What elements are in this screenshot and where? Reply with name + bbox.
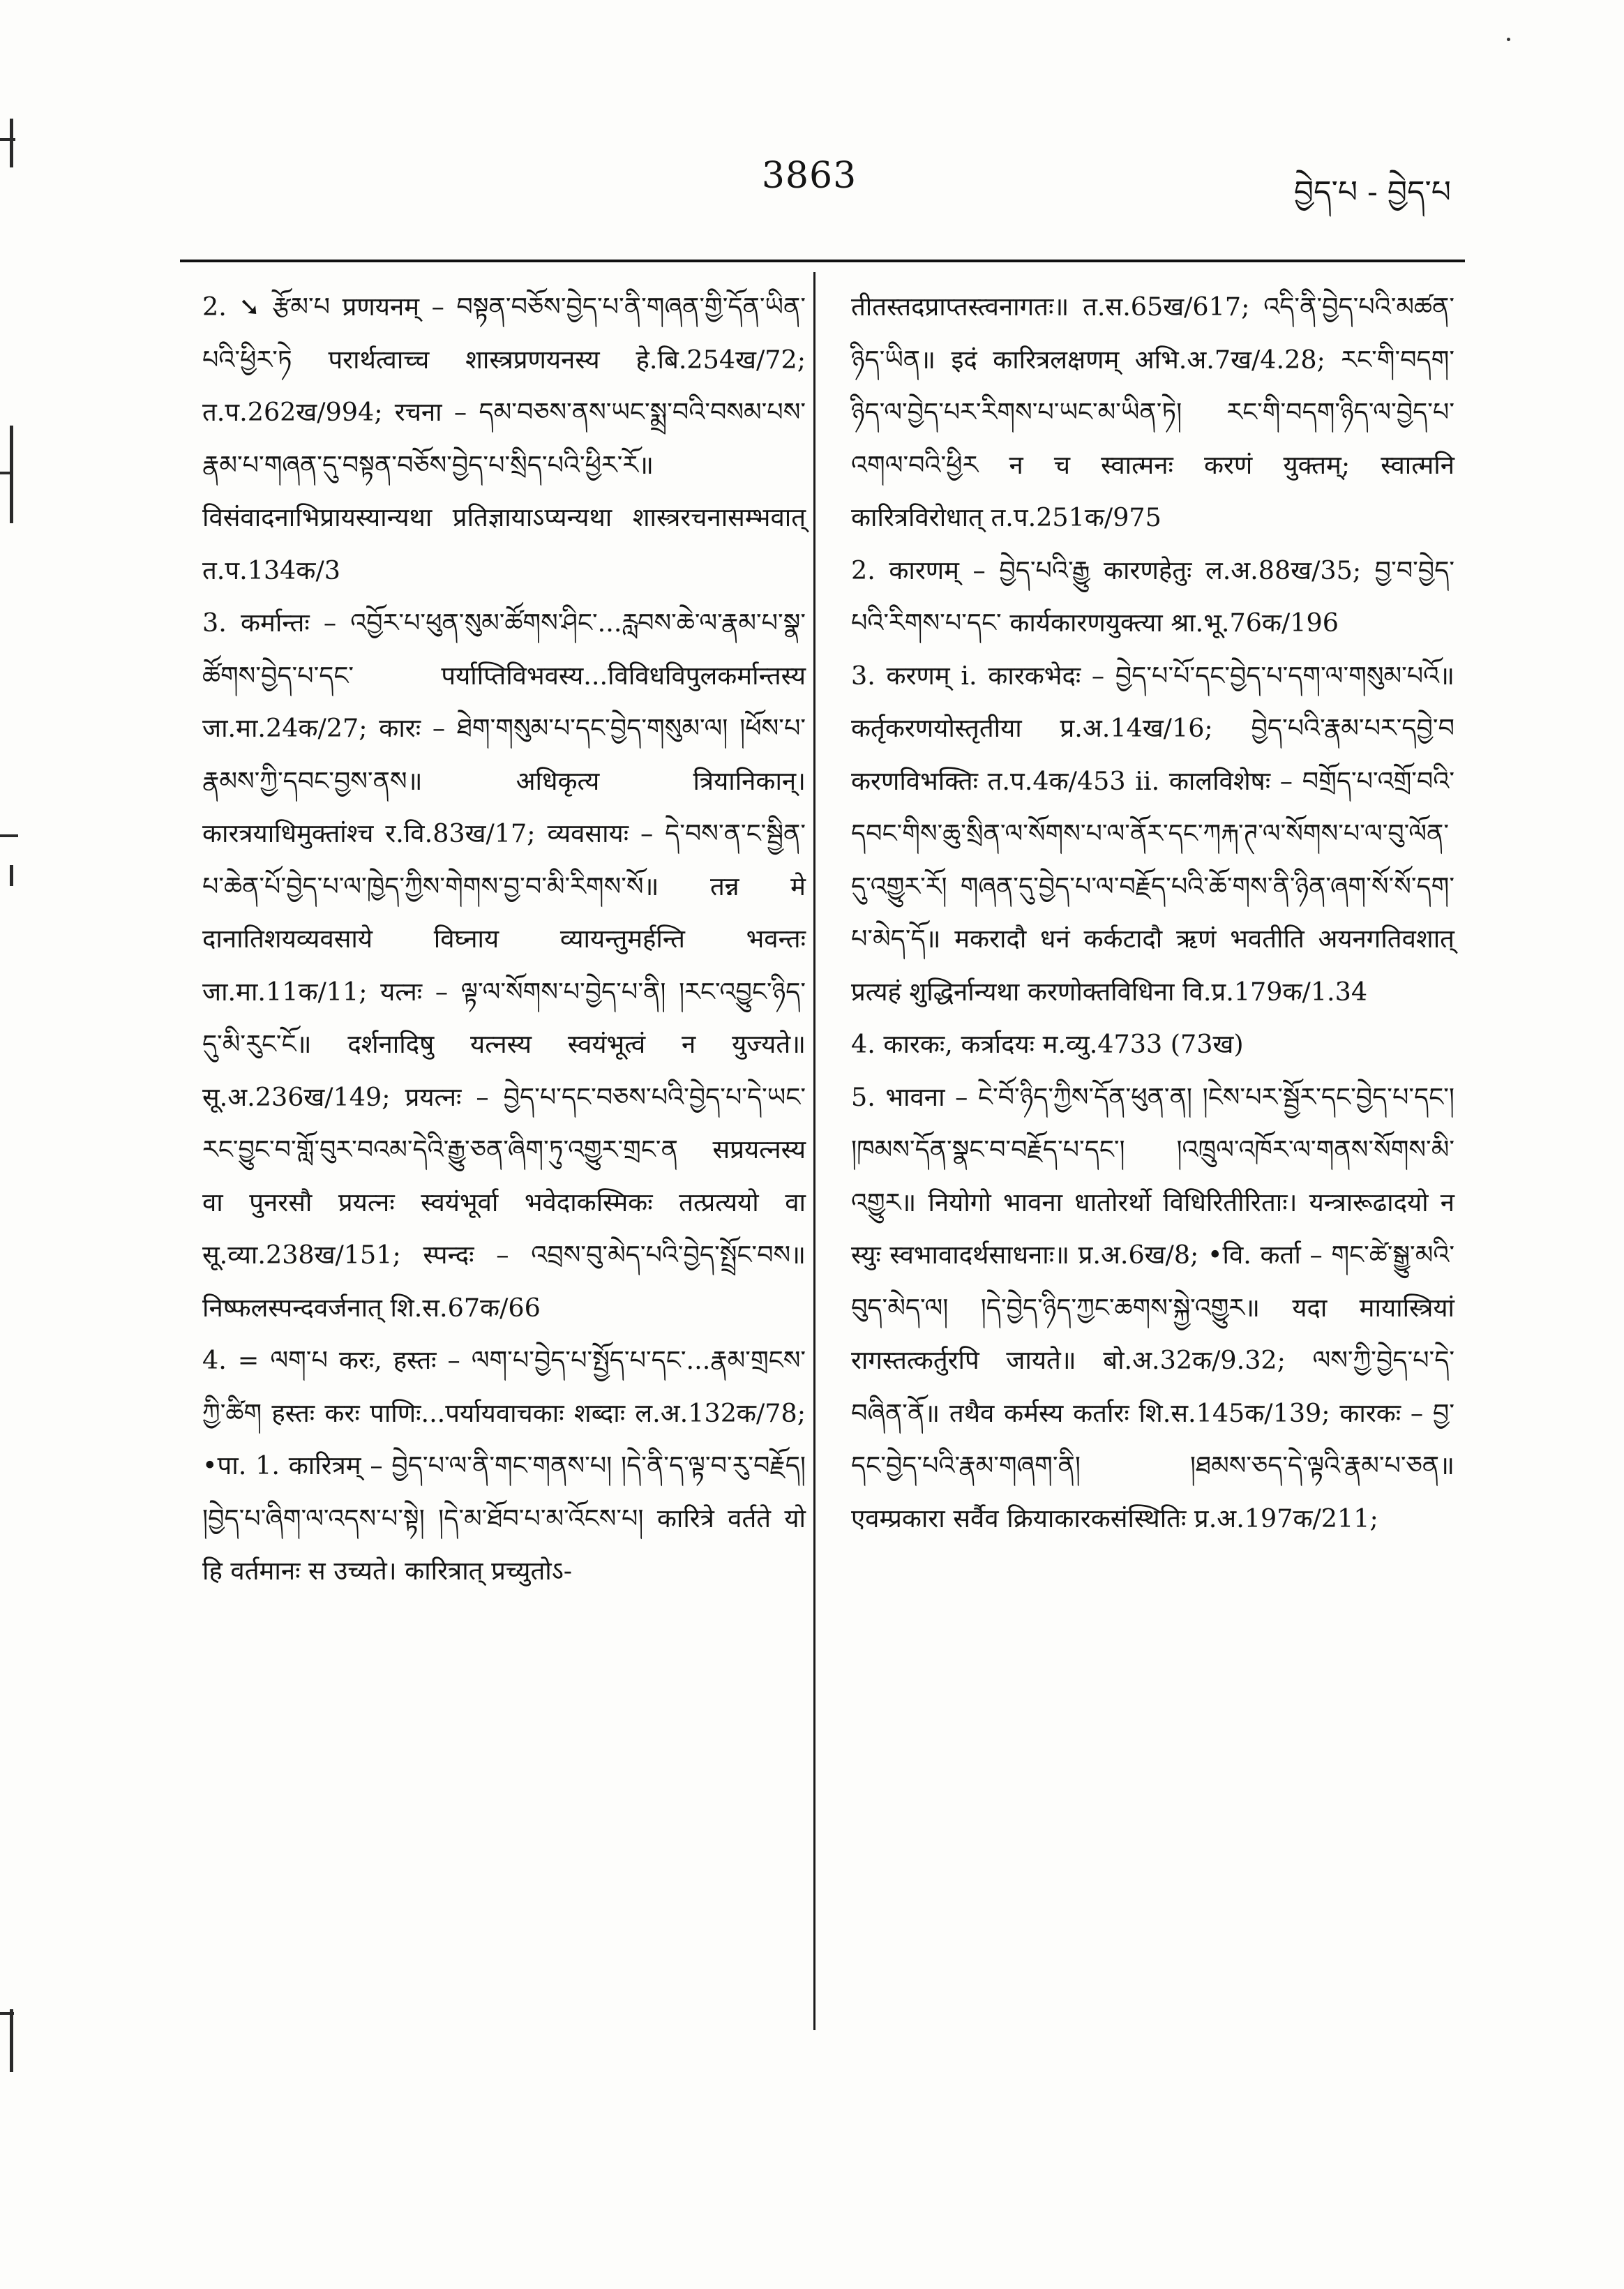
entry-paragraph: 2. कारणम् – བྱེད་པའི་རྒྱུ कारणहेतुः ल.अ.88ख/35; བྱ་བ་བྱེད་པའི་རིགས་པ་དང་ कार्यकारणयुक्त्या श्रा.भू.76क/196 xyxy=(851,555,1454,638)
scan-edge-mark xyxy=(10,119,13,167)
scan-edge-mark xyxy=(0,834,18,837)
entry-paragraph: 2. ➘ རྩོམ་པ प्रणयनम् – བསྟན་བཅོས་བྱེད་པ་ནི་གཞན་གྱི་དོན་ཡིན་པའི་ཕྱིར་ཏེ परार्थत्वाच्च शास्त्रप्रणयनस्य हे.बि.254ख/72; त.प.262ख/994; रचना – དམ་བཅས་ནས་ཡང་སྨྲ་བའི་བསམ་པས་རྣམ་པ་གཞན་དུ་བསྟན་བཅོས་བྱེད་པ་སྲིད་པའི་ཕྱིར་རོ॥ विसंवादनाभिप्रायस्यान्यथा प्रतिज्ञायाऽप्यन्यथा शास्त्ररचनासम्भवात् त.प.134क/3 xyxy=(202,292,806,585)
column-divider xyxy=(813,272,815,2030)
running-head: བྱེད་པ - བྱེད་པ xyxy=(1293,174,1451,210)
scan-edge-mark xyxy=(0,138,15,141)
scan-edge-mark xyxy=(0,472,13,474)
header-rule xyxy=(180,260,1465,262)
entry-paragraph: 4. कारकः, कर्त्रादयः म.व्यु.4733 (73ख) xyxy=(851,1029,1244,1059)
scan-edge-mark xyxy=(10,426,13,523)
page-number: 3863 xyxy=(761,155,857,197)
left-column xyxy=(202,280,806,1598)
entry-paragraph: 4. = ལག་པ करः, हस्तः – ལག་པ་བྱེད་པ་སྤྱོད་པ་དང་...རྣམ་གྲངས་ཀྱི་ཚིག हस्तः करः पाणिः...पर्यायवाचकाः शब्दाः ल.अ.132क/78; •पा. 1. कारित्रम् – བྱེད་པ་ལ་ནི་གང་གནས་པ། །དེ་ནི་ད་ལྟ་བ་རུ་བརྗོད། །བྱེད་པ་ཞིག་ལ་འདས་པ་སྟེ། །དེ་མ་ཐོབ་པ་མ་འོངས་པ། कारित्रे वर्तते यो हि वर्तमानः स उच्यते। कारित्रात् प्रच्युतोऽ- xyxy=(202,1345,806,1586)
entry-paragraph: तीतस्तदप्राप्तस्त्वनागतः॥ त.स.65ख/617; འདི་ནི་བྱེད་པའི་མཚན་ཉིད་ཡིན॥ इदं कारित्रलक्षणम् अभि.अ.7ख/4.28; རང་གི་བདག་ཉིད་ལ་བྱེད་པར་རིགས་པ་ཡང་མ་ཡིན་ཏེ། རང་གི་བདག་ཉིད་ལ་བྱེད་པ་འགལ་བའི་ཕྱིར न च स्वात्मनः करणं युक्तम्; स्वात्मनि कारित्रविरोधात् त.प.251क/975 xyxy=(851,292,1454,532)
entry-paragraph: 5. भावना – ངེ་བོ་ཉིད་ཀྱིས་དོན་ཕུན་ན། །ངེས་པར་སྦྱོར་དང་བྱེད་པ་དང་། །ཁམས་དོན་སྣང་བ་བརྗོད་པ་དང་། །འཁྲུལ་འཁོར་ལ་གནས་སོགས་མི་འགྱུར॥ नियोगो भावना धातोरर्थो विधिरितीरिताः। यन्त्रारूढादयो न स्युः स्वभावादर्थसाधनाः॥ प्र.अ.6ख/8; •वि. कर्ता – གང་ཚེ་སྒྱུ་མའི་བུད་མེད་ལ། །དེ་བྱེད་ཉིད་ཀྱང་ཆགས་སྐྱེ་འགྱུར॥ यदा मायास्त्रियां रागस्तत्कर्तुरपि जायते॥ बो.अ.32क/9.32; ལས་ཀྱི་བྱེད་པ་དེ་བཞིན་ནོ॥ तथैव कर्मस्य कर्तारः शि.स.145क/139; कारकः – བྱ་དང་བྱེད་པའི་རྣམ་གཞག་ནི། །ཐམས་ཅད་དེ་ལྟའི་རྣམ་པ་ཅན॥ एवम्प्रकारा सर्वैव क्रियाकारकसंस्थितिः प्र.अ.197क/211; xyxy=(851,1081,1454,1533)
scan-edge-mark xyxy=(0,2012,14,2015)
entry-paragraph: 3. करणम् i. कारकभेदः – བྱེད་པ་པོ་དང་བྱེད་པ་དག་ལ་གསུམ་པའོ॥ कर्तृकरणयोस्तृतीया प्र.अ.14ख/16; བྱེད་པའི་རྣམ་པར་དབྱེ་བ करणविभक्तिः त.प.4क/453 ii. कालविशेषः – བགྲོད་པ་འགྲོ་བའི་དབང་གིས་ཆུ་སྲིན་ལ་སོགས་པ་ལ་ནོར་དང་ཀརྐ་ཊ་ལ་སོགས་པ་ལ་བུ་ལོན་དུ་འགྱུར་རོ། གཞན་དུ་བྱེད་པ་ལ་བརྗོད་པའི་ཆོ་གས་ནི་ཉིན་ཞག་སོ་སོ་དག་པ་མེད་དོ॥ मकरादौ धनं कर्कटादौ ऋणं भवतीति अयनगतिवशात् प्रत्यहं शुद्धिर्नान्यथा करणोक्तविधिना वि.प्र.179क/1.34 xyxy=(851,660,1454,1007)
scan-edge-mark xyxy=(10,865,13,886)
scan-edge-mark xyxy=(10,2009,13,2072)
scan-speck xyxy=(1507,38,1510,41)
right-column xyxy=(851,280,1454,1545)
entry-paragraph: 3. कर्मान्तः – འབྱོར་པ་ཕུན་སུམ་ཚོགས་ཤིང་...རླབས་ཆེ་ལ་རྣམ་པ་སྣ་ཚོགས་བྱེད་པ་དང་ पर्याप्तिविभवस्य...विविधविपुलकर्मान्तस्य जा.मा.24क/27; कारः – ཐེག་གསུམ་པ་དང་བྱེད་གསུམ་ལ། །ཕོས་པ་རྣམས་ཀྱི་དབང་བྱས་ནས॥ अधिकृत्य त्रियानिकान्। कारत्रयाधिमुक्तांश्च र.वि.83ख/17; व्यवसायः – དེ་བས་ན་ང་སྦྱིན་པ་ཆེན་པོ་བྱེད་པ་ལ་ཁྱེད་ཀྱིས་གེགས་བྱ་བ་མི་རིགས་སོ॥ तन्न मे दानातिशयव्यवसाये विघ्नाय व्यायन्तुमर्हन्ति भवन्तः जा.मा.11क/11; यत्नः – ལྟ་ལ་སོགས་པ་བྱེད་པ་ནི། །རང་འབྱུང་ཉིད་དུ་མི་རུང་ངོ॥ दर्शनादिषु यत्नस्य स्वयंभूत्वं न युज्यते॥ सू.अ.236ख/149; प्रयत्नः – བྱེད་པ་དང་བཅས་པའི་བྱེད་པ་དེ་ཡང་རང་བྱུང་བ་གློ་བུར་བའམ་དེའི་རྒྱུ་ཅན་ཞིག་ཏུ་འགྱུར་གྲང་ན सप्रयत्नस्य वा पुनरसौ प्रयत्नः स्वयंभूर्वा भवेदाकस्मिकः तत्प्रत्ययो वा सू.व्या.238ख/151; स्पन्दः – འབྲས་བུ་མེད་པའི་བྱེད་སྤྲོང་བས॥ निष्फलस्पन्दवर्जनात् शि.स.67क/66 xyxy=(202,608,806,1323)
